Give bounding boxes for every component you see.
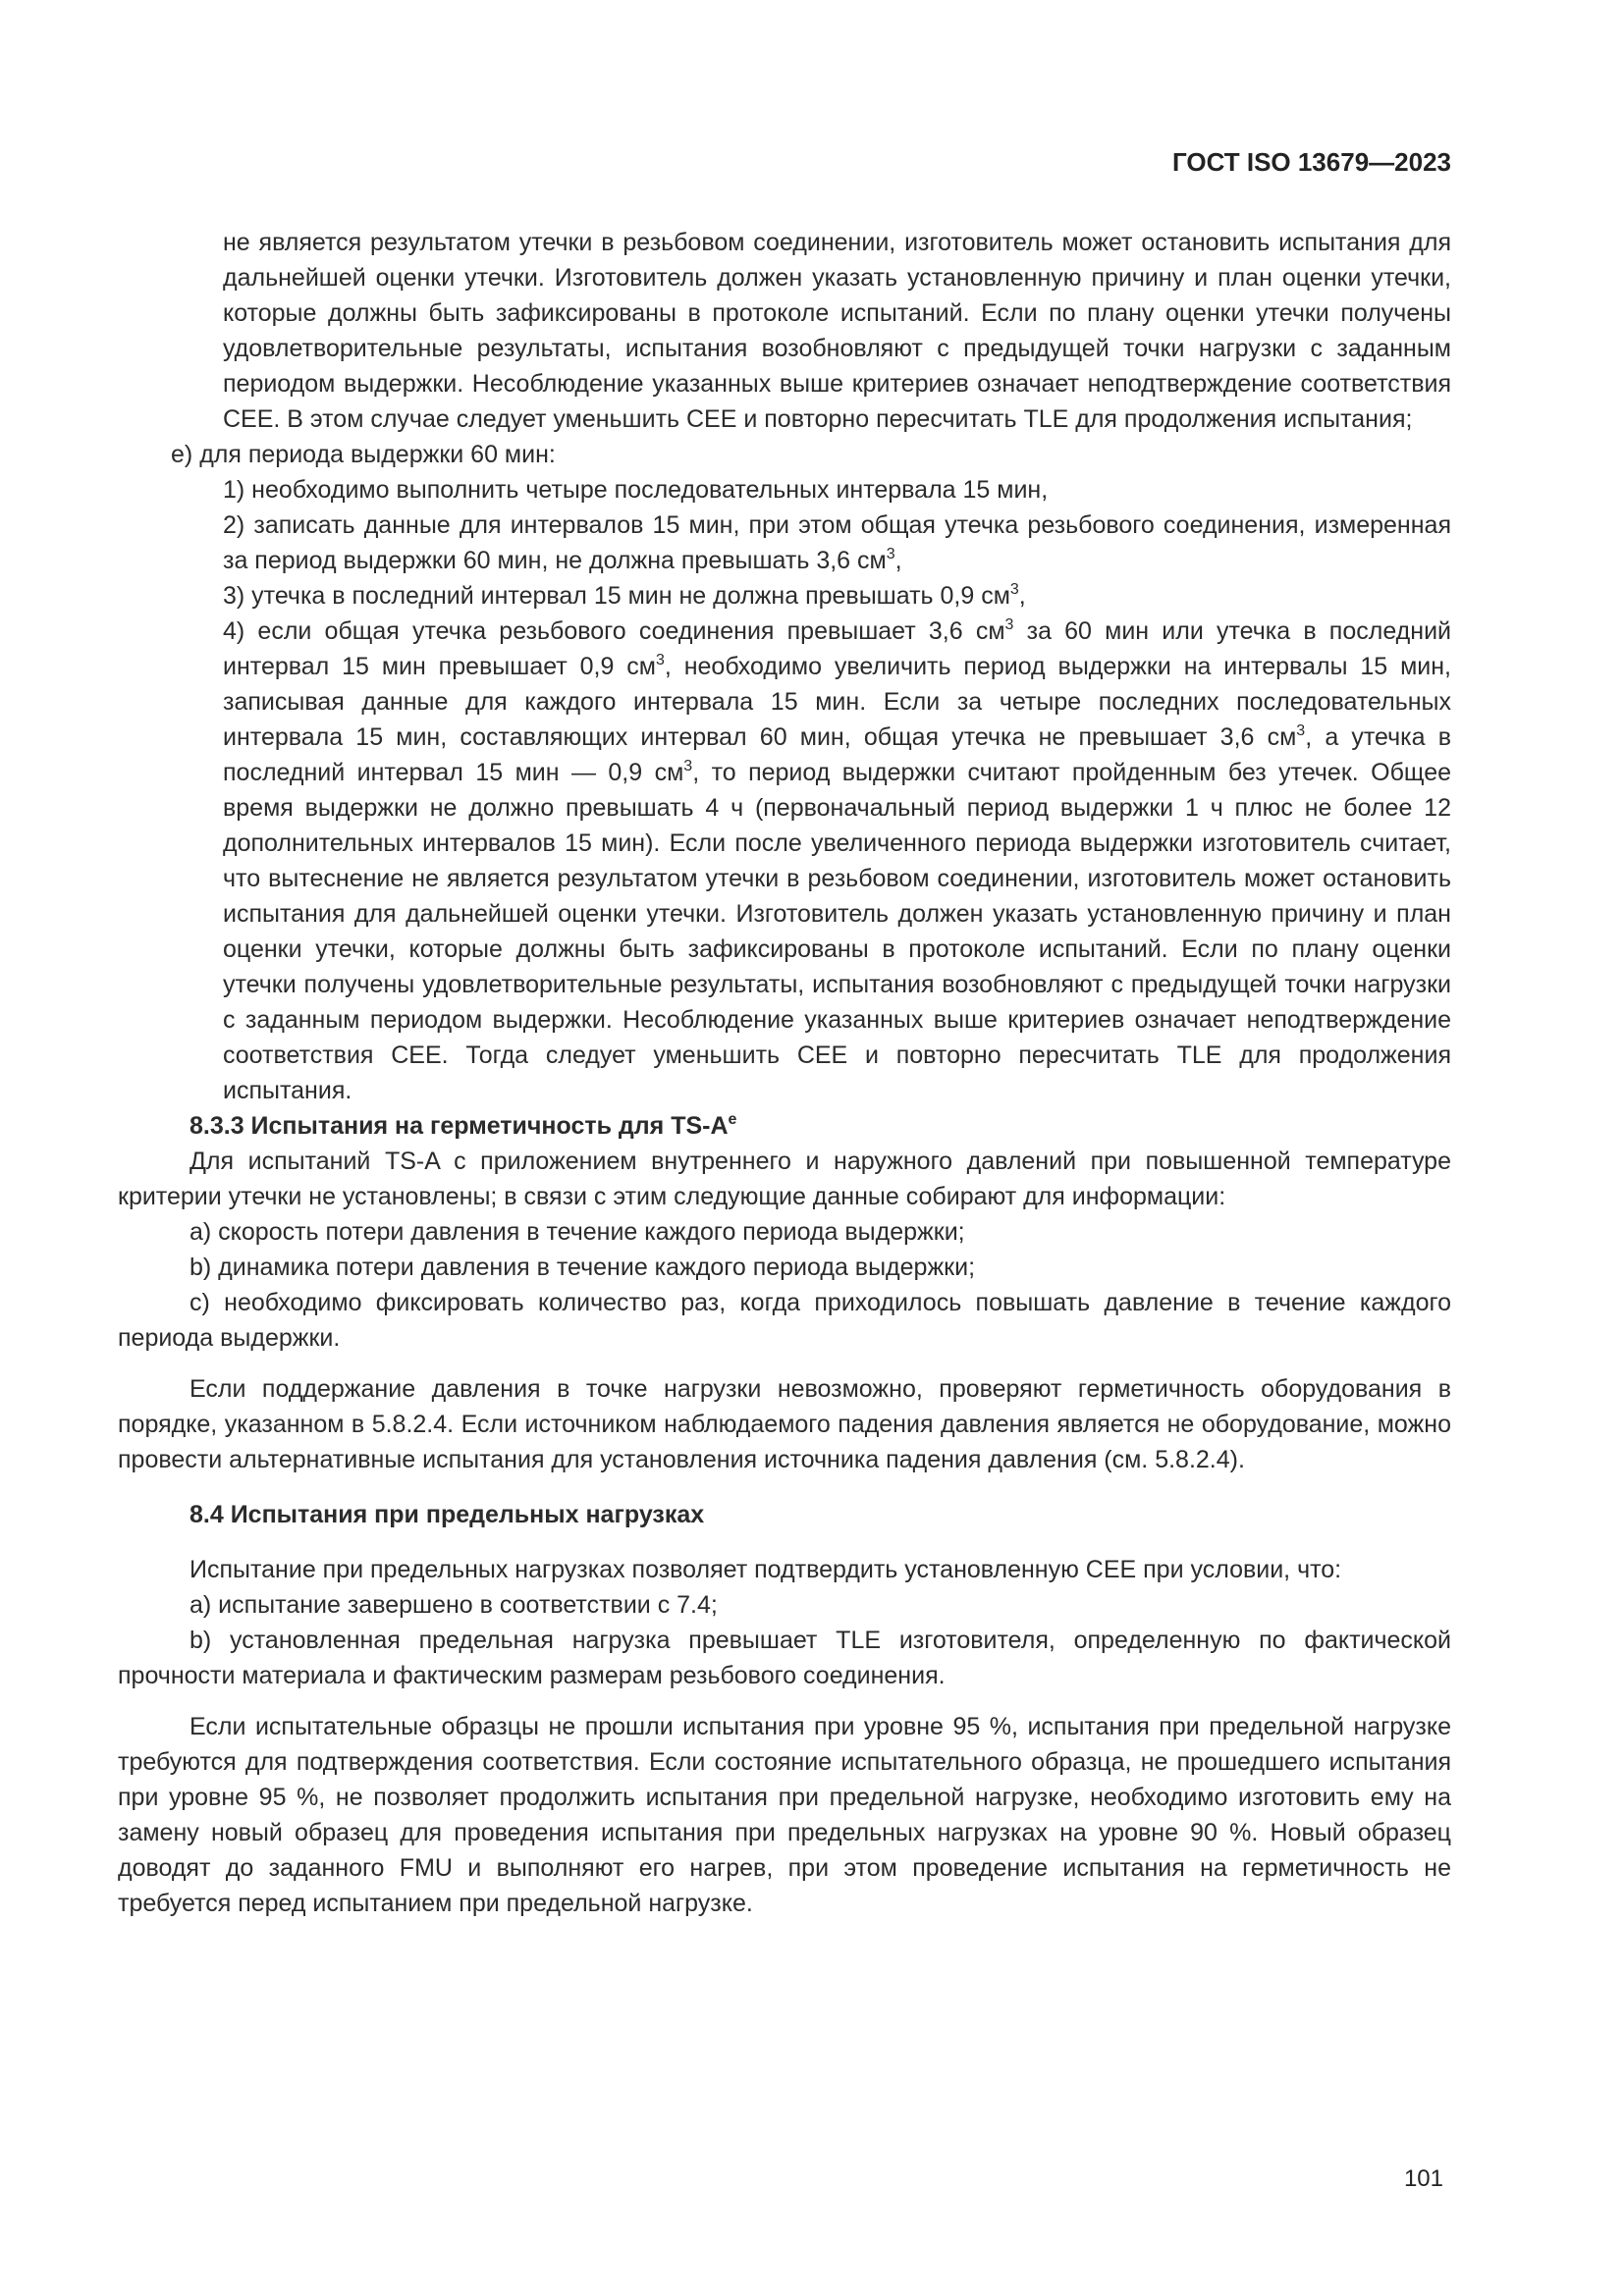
sub-item-3-tail: , — [1018, 582, 1026, 610]
sub-item-2-text: 2) записать данные для интервалов 15 мин, при этом общая утечка резьбового соединения, измеренная за период выдержки 60 мин, не должна превышать 3,6 см — [223, 511, 1451, 574]
section-8-3-3-item-b: b) динамика потери давления в течение каждого периода выдержки; — [189, 1254, 976, 1281]
sub-item-2-tail: , — [894, 547, 902, 574]
section-heading-8-3-3 — [118, 1108, 1451, 1144]
section-8-3-3-item-c: c) необходимо фиксировать количество раз, когда приходилось повышать давление в течение каждого периода выдержки. — [118, 1289, 1451, 1352]
sub-item-4-text: 4) если общая утечка резьбового соединения превышает 3,6 см — [223, 617, 1005, 645]
heading-text: 8.3.3 Испытания на герметичность для TS-A — [189, 1112, 729, 1140]
sub-item-4-text: , необходимо увеличить период выдержки на интервалы 15 мин, записывая данные для каждого интервала 15 мин. Если за четыре последних последовательных интервала 15 мин, составляющих интервал 60 мин, общая утечка не превышает 3,6 см — [223, 653, 1451, 751]
section-8-4-item-a: a) испытание завершено в соответствии с 7.4; — [189, 1591, 718, 1619]
continued-paragraph: не является результатом утечки в резьбовом соединении, изготовитель может остановить испытания для дальнейшей оценки утечки. Изготовитель должен указать установленную причину и план оценки утечки, которые должны быть зафиксированы в протоколе испытаний. Если по плану оценки утечки получены удовлетворительные результаты, испытания возобновляют с предыдущей точки нагрузки с заданным периодом выдержки. Несоблюдение указанных выше критериев означает неподтверждение соответствия СЕЕ. В этом случае следует уменьшить СЕЕ и повторно пересчитать TLE для продолжения испытания; — [223, 229, 1451, 433]
sub-item-4-text: , то период выдержки считают пройденным без утечек. Общее время выдержки не должно превышать 4 ч (первоначальный период выдержки 1 ч плюс не более 12 дополнительных интервалов 15 мин). Если после увеличенного периода выдержки изготовитель считает, что вытеснение не является результатом утечки в резьбовом соединении, изготовитель может остановить испытания для дальнейшей оценки утечки. Изготовитель должен указать установленную причину и план оценки утечки, которые должны быть зафиксированы в протоколе испытаний. Если по плану оценки утечки получены удовлетворительные результаты, испытания возобновляют с предыдущей точки нагрузки с заданным периодом выдержки. Несоблюдение указанных выше критериев означает неподтверждение соответствия СЕЕ. Тогда следует уменьшить СЕЕ и повторно пересчитать TLE для продолжения испытания. — [223, 759, 1451, 1104]
section-8-3-3-item-a: a) скорость потери давления в течение каждого периода выдержки; — [189, 1218, 965, 1246]
document-body — [118, 225, 1451, 1921]
section-8-3-3-paragraph: Если поддержание давления в точке нагрузки невозможно, проверяют герметичность оборудования в порядке, указанном в 5.8.2.4. Если источником наблюдаемого падения давления является не оборудование, можно провести альтернативные испытания для установления источника падения давления (см. 5.8.2.4). — [118, 1375, 1451, 1473]
superscript: 3 — [683, 758, 693, 774]
section-8-4-intro: Испытание при предельных нагрузках позволяет подтвердить установленную СЕЕ при условии, что: — [189, 1556, 1342, 1583]
superscript: 3 — [1004, 616, 1014, 633]
superscript: e — [728, 1111, 737, 1128]
section-8-4-paragraph: Если испытательные образцы не прошли испытания при уровне 95 %, испытания при предельной нагрузке требуются для подтверждения соответствия. Если состояние испытательного образца, не прошедшего испытания при уровне 95 %, не позволяет продолжить испытания при предельной нагрузке, необходимо изготовить ему на замену новый образец для проведения испытания при предельных нагрузках на уровне 90 %. Новый образец доводят до заданного FMU и выполняют его нагрев, при этом проведение испытания на герметичность не требуется перед испытанием при предельной нагрузке. — [118, 1713, 1451, 1917]
superscript: 3 — [886, 546, 895, 562]
superscript: 3 — [1009, 581, 1019, 598]
list-marker: е) — [171, 441, 193, 468]
list-item-text: для периода выдержки 60 мин: — [199, 441, 556, 468]
sub-item-3-text: 3) утечка в последний интервал 15 мин не должна превышать 0,9 см — [223, 582, 1010, 610]
document-header: ГОСТ ISO 13679—2023 — [1171, 147, 1451, 177]
section-heading-8-4: 8.4 Испытания при предельных нагрузках — [189, 1501, 705, 1528]
list-item-e — [118, 437, 1451, 472]
sub-item-4-text: за 60 мин или утечка в последний интервал 15 мин превышает 0,9 см — [223, 617, 1451, 680]
sub-item-2 — [118, 507, 1451, 578]
section-8-4-item-b: b) установленная предельная нагрузка превышает TLE изготовителя, определенную по фактической прочности материала и фактическим размерам резьбового соединения. — [118, 1627, 1451, 1689]
sub-item-4 — [118, 614, 1451, 1108]
section-8-3-3-intro: Для испытаний TS-A с приложением внутреннего и наружного давлений при повышенной температуре критерии утечки не установлены; в связи с этим следующие данные собирают для информации: — [118, 1148, 1451, 1210]
superscript: 3 — [655, 652, 665, 668]
sub-item-4-text: , а утечка в последний интервал 15 мин — 0,9 см — [223, 723, 1451, 786]
sub-item-3 — [118, 578, 1451, 614]
page-number: 101 — [1403, 2165, 1443, 2192]
sub-item-1: 1) необходимо выполнить четыре последовательных интервала 15 мин, — [223, 476, 1049, 504]
superscript: 3 — [1296, 722, 1306, 739]
